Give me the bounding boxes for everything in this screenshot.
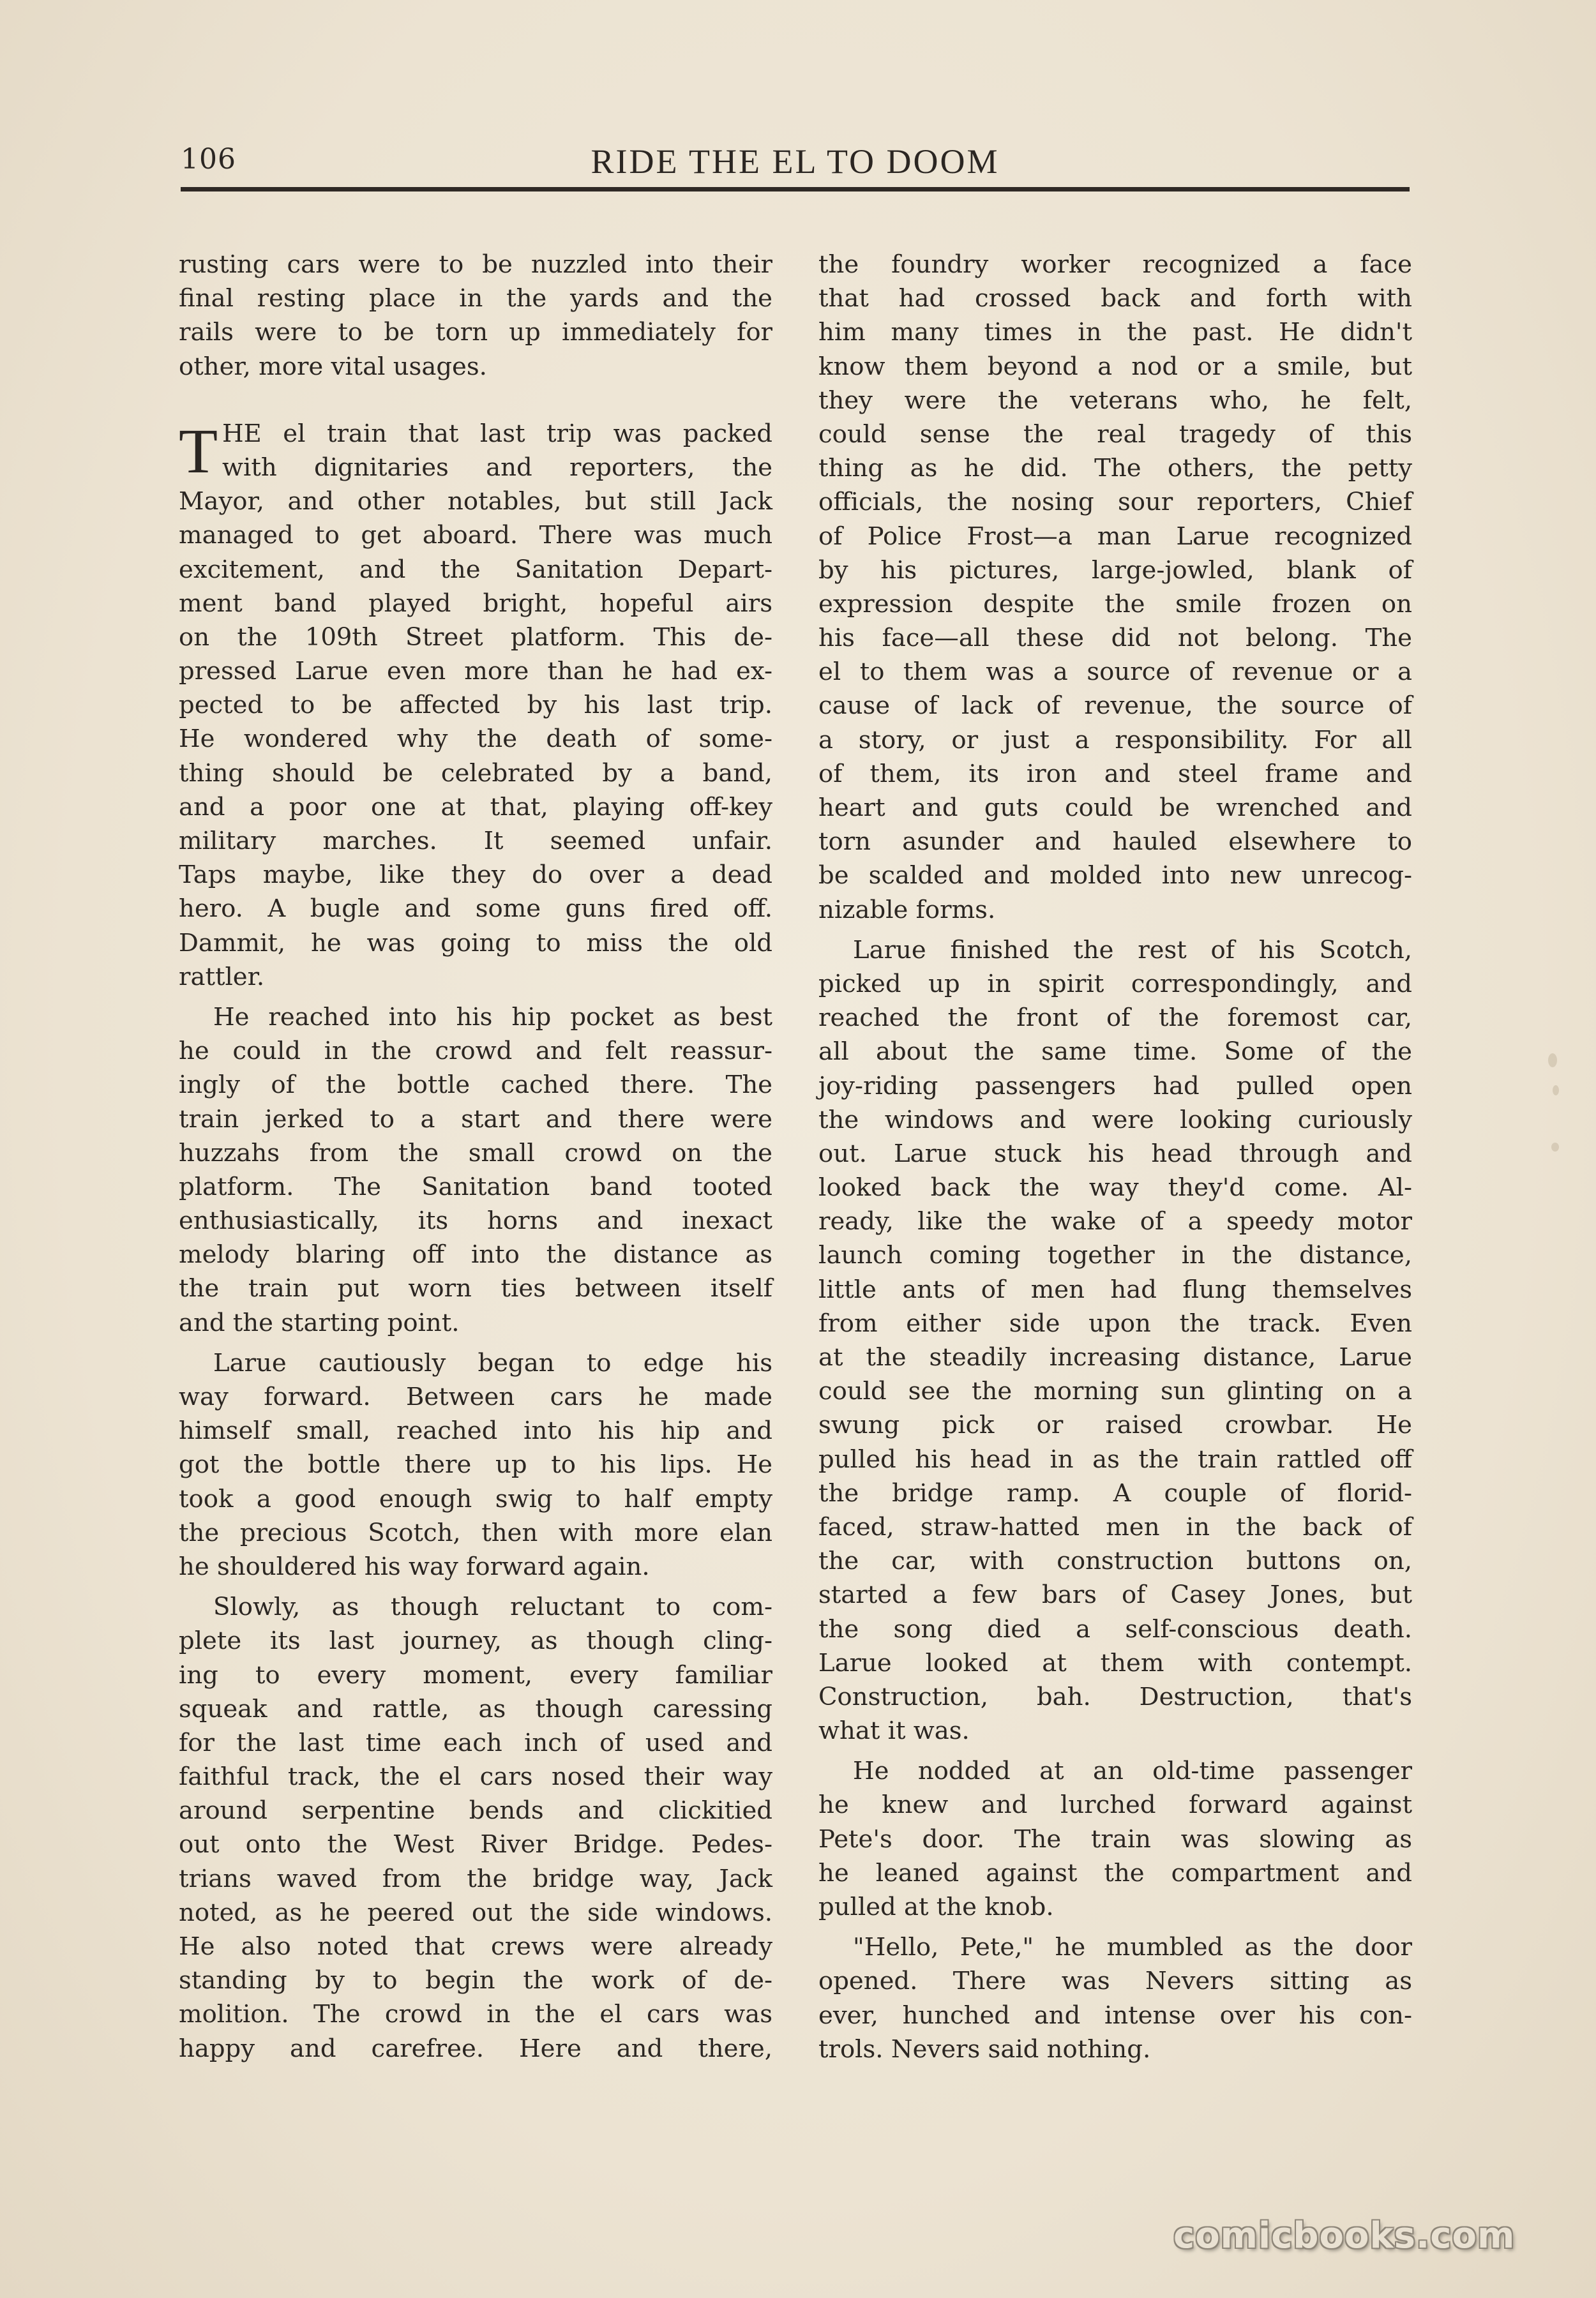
text-line: He also noted that crews were already xyxy=(179,1932,772,1961)
text-line: standing by to begin the work of de- xyxy=(179,1966,772,1995)
text-line: He nodded at an old-time passenger xyxy=(853,1757,1412,1786)
text-line: He reached into his hip pocket as best xyxy=(213,1002,772,1032)
text-line: platform. The Sanitation band tooted xyxy=(179,1172,772,1201)
text-line: launch coming together in the distance, xyxy=(818,1241,1412,1270)
text-line: him many times in the past. He didn't xyxy=(818,318,1412,347)
text-line: He wondered why the death of some- xyxy=(179,725,772,754)
text-line: and the starting point. xyxy=(179,1308,460,1337)
text-line: the car, with construction buttons on, xyxy=(818,1547,1412,1576)
text-line: trols. Nevers said nothing. xyxy=(818,2034,1151,2064)
text-line: opened. There was Nevers sitting as xyxy=(818,1967,1412,1996)
text-line: swung pick or raised crowbar. He xyxy=(818,1411,1412,1440)
paragraph xyxy=(179,1346,772,1584)
text-line: what it was. xyxy=(818,1716,970,1746)
text-line: Construction, bah. Destruction, that's xyxy=(818,1682,1412,1711)
text-line: could sense the real tragedy of this xyxy=(818,419,1412,449)
text-line: around serpentine bends and clickitied xyxy=(179,1796,772,1826)
paragraph xyxy=(818,1930,1412,2066)
paragraph xyxy=(179,1000,772,1340)
paper-stain xyxy=(1551,1143,1559,1152)
text-line: Larue finished the rest of his Scotch, xyxy=(853,935,1412,965)
text-line: Larue looked at them with contempt. xyxy=(818,1648,1412,1678)
text-line: HE el train that last trip was packed xyxy=(222,419,772,448)
text-line: nizable forms. xyxy=(818,895,996,924)
text-line: torn asunder and hauled elsewhere to xyxy=(818,827,1412,857)
text-line: Pete's door. The train was slowing as xyxy=(818,1824,1412,1854)
running-title: RIDE THE EL TO DOOM xyxy=(591,142,1000,181)
text-line: little ants of men had flung themselves xyxy=(818,1275,1412,1304)
paper-stain xyxy=(1548,1053,1557,1067)
text-line: started a few bars of Casey Jones, but xyxy=(818,1581,1412,1610)
text-line: he leaned against the compartment and xyxy=(818,1858,1412,1888)
text-line: of Police Frost—a man Larue recognized xyxy=(818,522,1412,551)
text-line: the bridge ramp. A couple of florid- xyxy=(818,1478,1412,1508)
text-line: on the 109th Street platform. This de- xyxy=(179,622,772,652)
text-line: that had crossed back and forth with xyxy=(818,284,1412,313)
text-line: molition. The crowd in the el cars was xyxy=(179,2000,772,2029)
text-line: could see the morning sun glinting on a xyxy=(818,1377,1412,1406)
text-line: plete its last journey, as though cling- xyxy=(179,1626,772,1656)
text-line: faithful track, the el cars nosed their way xyxy=(179,1762,772,1792)
text-line: "Hello, Pete," he mumbled as the door xyxy=(853,1933,1412,1962)
left-column xyxy=(179,248,772,2066)
text-line: military marches. It seemed unfair. xyxy=(179,827,772,855)
text-line: Slowly, as though reluctant to com- xyxy=(213,1593,772,1622)
text-line: pulled his head in as the train rattled off xyxy=(818,1445,1412,1474)
text-line: el to them was a source of revenue or a xyxy=(818,657,1412,687)
text-line: out. Larue stuck his head through and xyxy=(818,1139,1412,1168)
text-line: by his pictures, large-jowled, blank of xyxy=(818,555,1412,585)
text-line: Taps maybe, like they do over a dead xyxy=(179,860,772,890)
text-line: of them, its iron and steel frame and xyxy=(818,759,1412,788)
text-line: rattler. xyxy=(179,962,265,991)
text-line: a story, or just a responsibility. For all xyxy=(818,725,1412,755)
text-line: at the steadily increasing distance, Larue xyxy=(818,1343,1412,1372)
text-line: happy and carefree. Here and there, xyxy=(179,2034,772,2063)
paragraph xyxy=(179,248,772,384)
text-line: Larue cautiously began to edge his xyxy=(213,1348,772,1378)
text-line: out onto the West River Bridge. Pedes- xyxy=(179,1830,772,1859)
text-line: Mayor, and other notables, but still Jack xyxy=(179,487,772,516)
text-line: reached the front of the foremost car, xyxy=(818,1003,1412,1033)
right-column xyxy=(818,248,1412,2066)
paragraph xyxy=(818,248,1412,927)
text-line: the train put worn ties between itself xyxy=(179,1274,772,1303)
text-line: way forward. Between cars he made xyxy=(179,1383,772,1411)
text-line: and a poor one at that, playing off-key xyxy=(179,792,772,822)
text-line: huzzahs from the small crowd on the xyxy=(179,1138,772,1168)
text-line: himself small, reached into his hip and xyxy=(179,1416,772,1446)
text-line: he shouldered his way forward again. xyxy=(179,1552,650,1581)
text-line: ment band played bright, hopeful airs xyxy=(179,589,772,618)
text-line: expression despite the smile frozen on xyxy=(818,589,1412,619)
text-line: took a good enough swig to half empty xyxy=(179,1484,772,1513)
text-line: ing to every moment, every familiar xyxy=(179,1660,772,1690)
text-line: picked up in spirit correspondingly, and xyxy=(818,969,1412,998)
text-line: got the bottle there up to his lips. He xyxy=(179,1450,772,1480)
text-line: managed to get aboard. There was much xyxy=(179,521,772,550)
text-line: with dignitaries and reporters, the xyxy=(222,453,772,482)
site-watermark: comicbooks.com xyxy=(1173,2215,1516,2257)
text-line: thing should be celebrated by a band, xyxy=(179,758,772,788)
text-line: cause of lack of revenue, the source of xyxy=(818,691,1412,721)
text-line: rusting cars were to be nuzzled into their xyxy=(179,250,772,279)
paragraph xyxy=(818,933,1412,1748)
text-line: trians waved from the bridge way, Jack xyxy=(179,1864,772,1893)
header-rule xyxy=(181,187,1410,192)
text-line: the foundry worker recognized a face xyxy=(818,250,1412,279)
text-line: the song died a self-conscious death. xyxy=(818,1614,1412,1644)
text-line: ingly of the bottle cached there. The xyxy=(179,1070,772,1100)
text-line: the windows and were looking curiously xyxy=(818,1105,1412,1134)
text-line: looked back the way they'd come. Al- xyxy=(818,1173,1412,1203)
drop-cap: T xyxy=(179,415,218,486)
text-line: enthusiastically, its horns and inexact xyxy=(179,1206,772,1236)
text-line: pressed Larue even more than he had ex- xyxy=(179,657,772,686)
text-line: know them beyond a nod or a smile, but xyxy=(818,352,1412,381)
text-line: pected to be affected by his last trip. xyxy=(179,691,772,720)
page-number: 106 xyxy=(181,143,236,176)
text-line: his face—all these did not belong. The xyxy=(818,624,1412,653)
text-line: be scalded and molded into new unrecog- xyxy=(818,861,1412,890)
paragraph xyxy=(818,1754,1412,1924)
text-line: excitement, and the Sanitation Depart- xyxy=(179,555,772,584)
text-line: train jerked to a start and there were xyxy=(179,1104,772,1134)
text-line: squeak and rattle, as though caressing xyxy=(179,1694,772,1724)
text-line: melody blaring off into the distance as xyxy=(179,1240,772,1270)
text-line: pulled at the knob. xyxy=(818,1893,1054,1921)
text-line: heart and guts could be wrenched and xyxy=(818,793,1412,822)
text-line: ever, hunched and intense over his con- xyxy=(818,2001,1412,2030)
text-line: all about the same time. Some of the xyxy=(818,1037,1412,1067)
text-line: Dammit, he was going to miss the old xyxy=(179,928,772,958)
text-line: he could in the crowd and felt reassur- xyxy=(179,1037,772,1066)
text-line: faced, straw-hatted men in the back of xyxy=(818,1512,1412,1542)
section-break xyxy=(179,384,772,417)
paragraph xyxy=(179,417,772,994)
text-line: he knew and lurched forward against xyxy=(818,1791,1412,1820)
paragraph xyxy=(179,1590,772,2066)
text-line: the precious Scotch, then with more elan xyxy=(179,1518,772,1547)
text-line: thing as he did. The others, the petty xyxy=(818,454,1412,483)
page-header xyxy=(181,139,1410,184)
text-line: for the last time each inch of used and xyxy=(179,1728,772,1757)
text-line: ready, like the wake of a speedy motor xyxy=(818,1207,1412,1236)
text-line: other, more vital usages. xyxy=(179,352,487,381)
paper-stain xyxy=(1553,1085,1559,1095)
text-line: they were the veterans who, he felt, xyxy=(818,386,1412,415)
text-line: hero. A bugle and some guns fired off. xyxy=(179,894,772,924)
text-line: from either side upon the track. Even xyxy=(818,1309,1412,1338)
text-line: officials, the nosing sour reporters, Chief xyxy=(818,488,1412,517)
text-line: rails were to be torn up immediately for xyxy=(179,318,772,347)
text-line: final resting place in the yards and the xyxy=(179,284,772,313)
text-line: noted, as he peered out the side windows. xyxy=(179,1898,772,1927)
text-line: joy-riding passengers had pulled open xyxy=(818,1071,1412,1100)
